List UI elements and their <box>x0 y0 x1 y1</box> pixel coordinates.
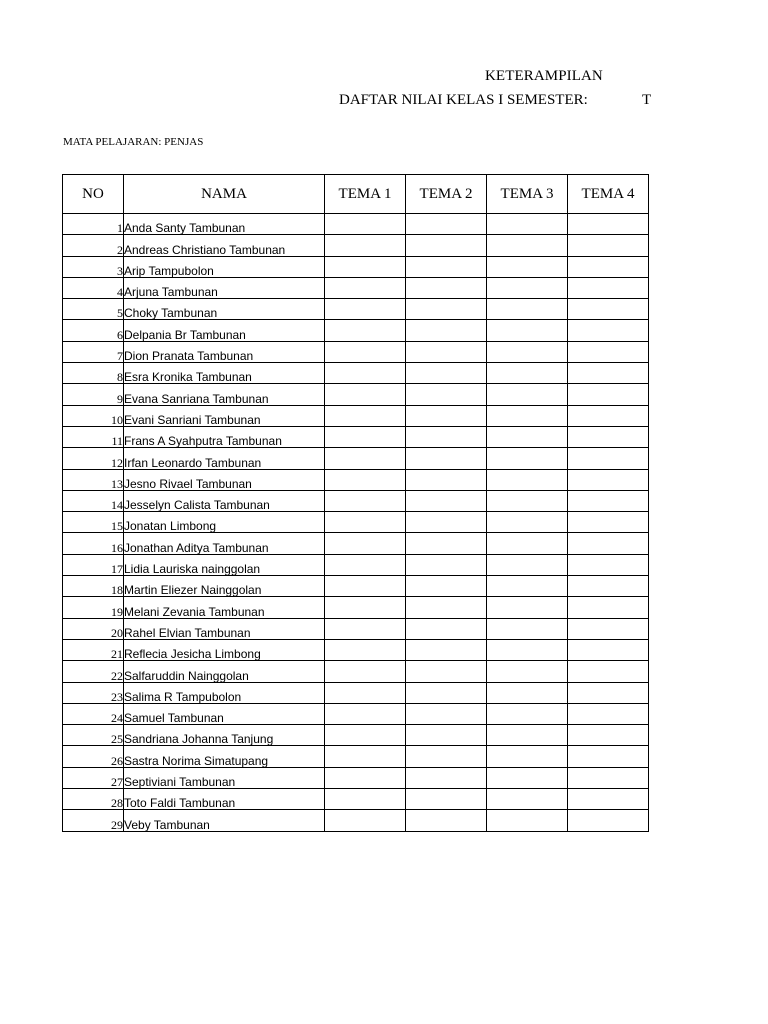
column-header-nama: NAMA <box>124 175 325 214</box>
tema-4-cell[interactable] <box>568 703 649 724</box>
student-name: Septiviani Tambunan <box>124 767 325 788</box>
row-number: 3 <box>63 256 124 277</box>
table-row <box>63 448 649 469</box>
table-row <box>63 682 649 703</box>
tema-1-cell[interactable] <box>325 512 406 533</box>
student-name: Jesno Rivael Tambunan <box>124 469 325 490</box>
column-header-tema-2: TEMA 2 <box>406 175 487 214</box>
tema-1-cell[interactable] <box>325 277 406 298</box>
tema-1-cell[interactable] <box>325 299 406 320</box>
table-row <box>63 363 649 384</box>
tema-3-cell[interactable] <box>487 214 568 235</box>
tema-4-cell[interactable] <box>568 682 649 703</box>
row-number: 2 <box>63 235 124 256</box>
tema-1-cell[interactable] <box>325 554 406 575</box>
row-number: 13 <box>63 469 124 490</box>
column-header-tema-4: TEMA 4 <box>568 175 649 214</box>
tema-3-cell[interactable] <box>487 746 568 767</box>
tema-3-cell[interactable] <box>487 597 568 618</box>
table-row <box>63 490 649 511</box>
tema-2-cell[interactable] <box>406 214 487 235</box>
tema-3-cell[interactable] <box>487 533 568 554</box>
table-row <box>63 405 649 426</box>
tema-2-cell[interactable] <box>406 490 487 511</box>
student-name: Anda Santy Tambunan <box>124 214 325 235</box>
tema-1-cell[interactable] <box>325 320 406 341</box>
tema-3-cell[interactable] <box>487 469 568 490</box>
tema-4-cell[interactable] <box>568 789 649 810</box>
tema-1-cell[interactable] <box>325 469 406 490</box>
student-name: Martin Eliezer Nainggolan <box>124 576 325 597</box>
tema-2-cell[interactable] <box>406 682 487 703</box>
row-number: 12 <box>63 448 124 469</box>
tema-1-cell[interactable] <box>325 682 406 703</box>
table-row <box>63 703 649 724</box>
tema-3-cell[interactable] <box>487 576 568 597</box>
table-row <box>63 554 649 575</box>
tema-2-cell[interactable] <box>406 512 487 533</box>
table-row <box>63 576 649 597</box>
tema-3-cell[interactable] <box>487 277 568 298</box>
column-header-no: NO <box>63 175 124 214</box>
tema-4-cell[interactable] <box>568 533 649 554</box>
tema-1-cell[interactable] <box>325 384 406 405</box>
tema-4-cell[interactable] <box>568 235 649 256</box>
student-name: Evani Sanriani Tambunan <box>124 405 325 426</box>
student-name: Choky Tambunan <box>124 299 325 320</box>
row-number: 15 <box>63 512 124 533</box>
table-row <box>63 320 649 341</box>
tema-2-cell[interactable] <box>406 746 487 767</box>
student-name: Esra Kronika Tambunan <box>124 363 325 384</box>
student-name: Salima R Tampubolon <box>124 682 325 703</box>
tema-3-cell[interactable] <box>487 703 568 724</box>
tema-4-cell[interactable] <box>568 576 649 597</box>
row-number: 28 <box>63 789 124 810</box>
table-row <box>63 341 649 362</box>
tema-2-cell[interactable] <box>406 320 487 341</box>
tema-3-cell[interactable] <box>487 320 568 341</box>
tema-2-cell[interactable] <box>406 448 487 469</box>
row-number: 4 <box>63 277 124 298</box>
student-name: Rahel Elvian Tambunan <box>124 618 325 639</box>
row-number: 22 <box>63 661 124 682</box>
table-body <box>63 214 649 832</box>
row-number: 18 <box>63 576 124 597</box>
table-row <box>63 789 649 810</box>
table-row <box>63 639 649 660</box>
tema-3-cell[interactable] <box>487 554 568 575</box>
tema-2-cell[interactable] <box>406 299 487 320</box>
tema-1-cell[interactable] <box>325 746 406 767</box>
tema-3-cell[interactable] <box>487 256 568 277</box>
student-name: Lidia Lauriska nainggolan <box>124 554 325 575</box>
tema-2-cell[interactable] <box>406 576 487 597</box>
student-name: Irfan Leonardo Tambunan <box>124 448 325 469</box>
tema-2-cell[interactable] <box>406 384 487 405</box>
table-row <box>63 384 649 405</box>
tema-2-cell[interactable] <box>406 789 487 810</box>
row-number: 11 <box>63 426 124 447</box>
tema-3-cell[interactable] <box>487 639 568 660</box>
tema-1-cell[interactable] <box>325 490 406 511</box>
tema-2-cell[interactable] <box>406 235 487 256</box>
tema-4-cell[interactable] <box>568 426 649 447</box>
row-number: 16 <box>63 533 124 554</box>
row-number: 20 <box>63 618 124 639</box>
tema-1-cell[interactable] <box>325 810 406 831</box>
tema-1-cell[interactable] <box>325 363 406 384</box>
tema-3-cell[interactable] <box>487 618 568 639</box>
tema-3-cell[interactable] <box>487 448 568 469</box>
tema-1-cell[interactable] <box>325 405 406 426</box>
tema-4-cell[interactable] <box>568 256 649 277</box>
student-name: Sandriana Johanna Tanjung <box>124 725 325 746</box>
tema-3-cell[interactable] <box>487 341 568 362</box>
table-row <box>63 426 649 447</box>
student-name: Frans A Syahputra Tambunan <box>124 426 325 447</box>
row-number: 10 <box>63 405 124 426</box>
student-name: Arip Tampubolon <box>124 256 325 277</box>
tema-1-cell[interactable] <box>325 256 406 277</box>
tema-3-cell[interactable] <box>487 384 568 405</box>
tema-1-cell[interactable] <box>325 639 406 660</box>
tema-4-cell[interactable] <box>568 341 649 362</box>
tema-2-cell[interactable] <box>406 426 487 447</box>
tema-4-cell[interactable] <box>568 725 649 746</box>
tema-4-cell[interactable] <box>568 363 649 384</box>
row-number: 7 <box>63 341 124 362</box>
tema-4-cell[interactable] <box>568 490 649 511</box>
tema-2-cell[interactable] <box>406 363 487 384</box>
student-name: Salfaruddin Nainggolan <box>124 661 325 682</box>
tema-1-cell[interactable] <box>325 789 406 810</box>
tema-3-cell[interactable] <box>487 405 568 426</box>
tema-1-cell[interactable] <box>325 576 406 597</box>
table-row <box>63 661 649 682</box>
row-number: 9 <box>63 384 124 405</box>
row-number: 21 <box>63 639 124 660</box>
row-number: 1 <box>63 214 124 235</box>
tema-1-cell[interactable] <box>325 448 406 469</box>
tema-4-cell[interactable] <box>568 639 649 660</box>
table-row <box>63 469 649 490</box>
tema-2-cell[interactable] <box>406 533 487 554</box>
table-row <box>63 214 649 235</box>
tema-4-cell[interactable] <box>568 512 649 533</box>
row-number: 14 <box>63 490 124 511</box>
student-name: Evana Sanriana Tambunan <box>124 384 325 405</box>
tema-4-cell[interactable] <box>568 810 649 831</box>
student-name: Jesselyn Calista Tambunan <box>124 490 325 511</box>
tema-3-cell[interactable] <box>487 725 568 746</box>
table-row <box>63 597 649 618</box>
table-row <box>63 299 649 320</box>
tema-2-cell[interactable] <box>406 554 487 575</box>
table-row <box>63 512 649 533</box>
tema-2-cell[interactable] <box>406 277 487 298</box>
grades-table <box>62 174 649 832</box>
tema-2-cell[interactable] <box>406 597 487 618</box>
tema-3-cell[interactable] <box>487 682 568 703</box>
row-number: 26 <box>63 746 124 767</box>
tema-2-cell[interactable] <box>406 661 487 682</box>
tema-4-cell[interactable] <box>568 448 649 469</box>
table-row <box>63 618 649 639</box>
tema-2-cell[interactable] <box>406 725 487 746</box>
row-number: 19 <box>63 597 124 618</box>
tema-1-cell[interactable] <box>325 597 406 618</box>
tema-1-cell[interactable] <box>325 341 406 362</box>
row-number: 17 <box>63 554 124 575</box>
row-number: 8 <box>63 363 124 384</box>
row-number: 5 <box>63 299 124 320</box>
tema-2-cell[interactable] <box>406 256 487 277</box>
tema-4-cell[interactable] <box>568 299 649 320</box>
student-name: Delpania Br Tambunan <box>124 320 325 341</box>
tema-2-cell[interactable] <box>406 469 487 490</box>
tema-3-cell[interactable] <box>487 661 568 682</box>
table-row <box>63 725 649 746</box>
student-name: Veby Tambunan <box>124 810 325 831</box>
tema-3-cell[interactable] <box>487 512 568 533</box>
row-number: 29 <box>63 810 124 831</box>
tema-1-cell[interactable] <box>325 767 406 788</box>
tema-2-cell[interactable] <box>406 618 487 639</box>
tema-2-cell[interactable] <box>406 767 487 788</box>
tema-4-cell[interactable] <box>568 320 649 341</box>
student-name: Andreas Christiano Tambunan <box>124 235 325 256</box>
tema-4-cell[interactable] <box>568 746 649 767</box>
tema-4-cell[interactable] <box>568 618 649 639</box>
tema-2-cell[interactable] <box>406 810 487 831</box>
tema-1-cell[interactable] <box>325 725 406 746</box>
student-name: Reflecia Jesicha Limbong <box>124 639 325 660</box>
row-number: 27 <box>63 767 124 788</box>
tema-1-cell[interactable] <box>325 661 406 682</box>
tema-1-cell[interactable] <box>325 426 406 447</box>
tema-3-cell[interactable] <box>487 767 568 788</box>
table-row <box>63 533 649 554</box>
student-name: Jonathan Aditya Tambunan <box>124 533 325 554</box>
student-name: Jonatan Limbong <box>124 512 325 533</box>
table-row <box>63 767 649 788</box>
document-title: KETERAMPILAN <box>485 68 603 84</box>
table-header-row <box>63 175 649 214</box>
tema-4-cell[interactable] <box>568 277 649 298</box>
student-name: Sastra Norima Simatupang <box>124 746 325 767</box>
student-name: Melani Zevania Tambunan <box>124 597 325 618</box>
tema-1-cell[interactable] <box>325 703 406 724</box>
tema-2-cell[interactable] <box>406 639 487 660</box>
tema-4-cell[interactable] <box>568 469 649 490</box>
tema-2-cell[interactable] <box>406 405 487 426</box>
student-name: Arjuna Tambunan <box>124 277 325 298</box>
tema-1-cell[interactable] <box>325 618 406 639</box>
table-row <box>63 810 649 831</box>
tema-4-cell[interactable] <box>568 384 649 405</box>
tema-3-cell[interactable] <box>487 363 568 384</box>
tema-4-cell[interactable] <box>568 597 649 618</box>
tema-2-cell[interactable] <box>406 703 487 724</box>
tema-1-cell[interactable] <box>325 533 406 554</box>
tema-1-cell[interactable] <box>325 214 406 235</box>
tema-3-cell[interactable] <box>487 426 568 447</box>
table-row <box>63 746 649 767</box>
row-number: 6 <box>63 320 124 341</box>
table-row <box>63 256 649 277</box>
row-number: 23 <box>63 682 124 703</box>
tema-3-cell[interactable] <box>487 810 568 831</box>
tema-3-cell[interactable] <box>487 235 568 256</box>
column-header-tema-1: TEMA 1 <box>325 175 406 214</box>
tema-4-cell[interactable] <box>568 214 649 235</box>
tema-3-cell[interactable] <box>487 299 568 320</box>
table-row <box>63 235 649 256</box>
column-header-tema-3: TEMA 3 <box>487 175 568 214</box>
tema-4-cell[interactable] <box>568 661 649 682</box>
subject-label: MATA PELAJARAN: PENJAS <box>63 136 204 148</box>
row-number: 25 <box>63 725 124 746</box>
student-name: Samuel Tambunan <box>124 703 325 724</box>
tema-2-cell[interactable] <box>406 341 487 362</box>
student-name: Toto Faldi Tambunan <box>124 789 325 810</box>
document-subtitle-tail: T <box>642 92 652 108</box>
tema-4-cell[interactable] <box>568 554 649 575</box>
row-number: 24 <box>63 703 124 724</box>
table-row <box>63 277 649 298</box>
tema-4-cell[interactable] <box>568 767 649 788</box>
tema-3-cell[interactable] <box>487 789 568 810</box>
tema-4-cell[interactable] <box>568 405 649 426</box>
tema-1-cell[interactable] <box>325 235 406 256</box>
tema-3-cell[interactable] <box>487 490 568 511</box>
document-subtitle: DAFTAR NILAI KELAS I SEMESTER: <box>339 92 588 108</box>
student-name: Dion Pranata Tambunan <box>124 341 325 362</box>
